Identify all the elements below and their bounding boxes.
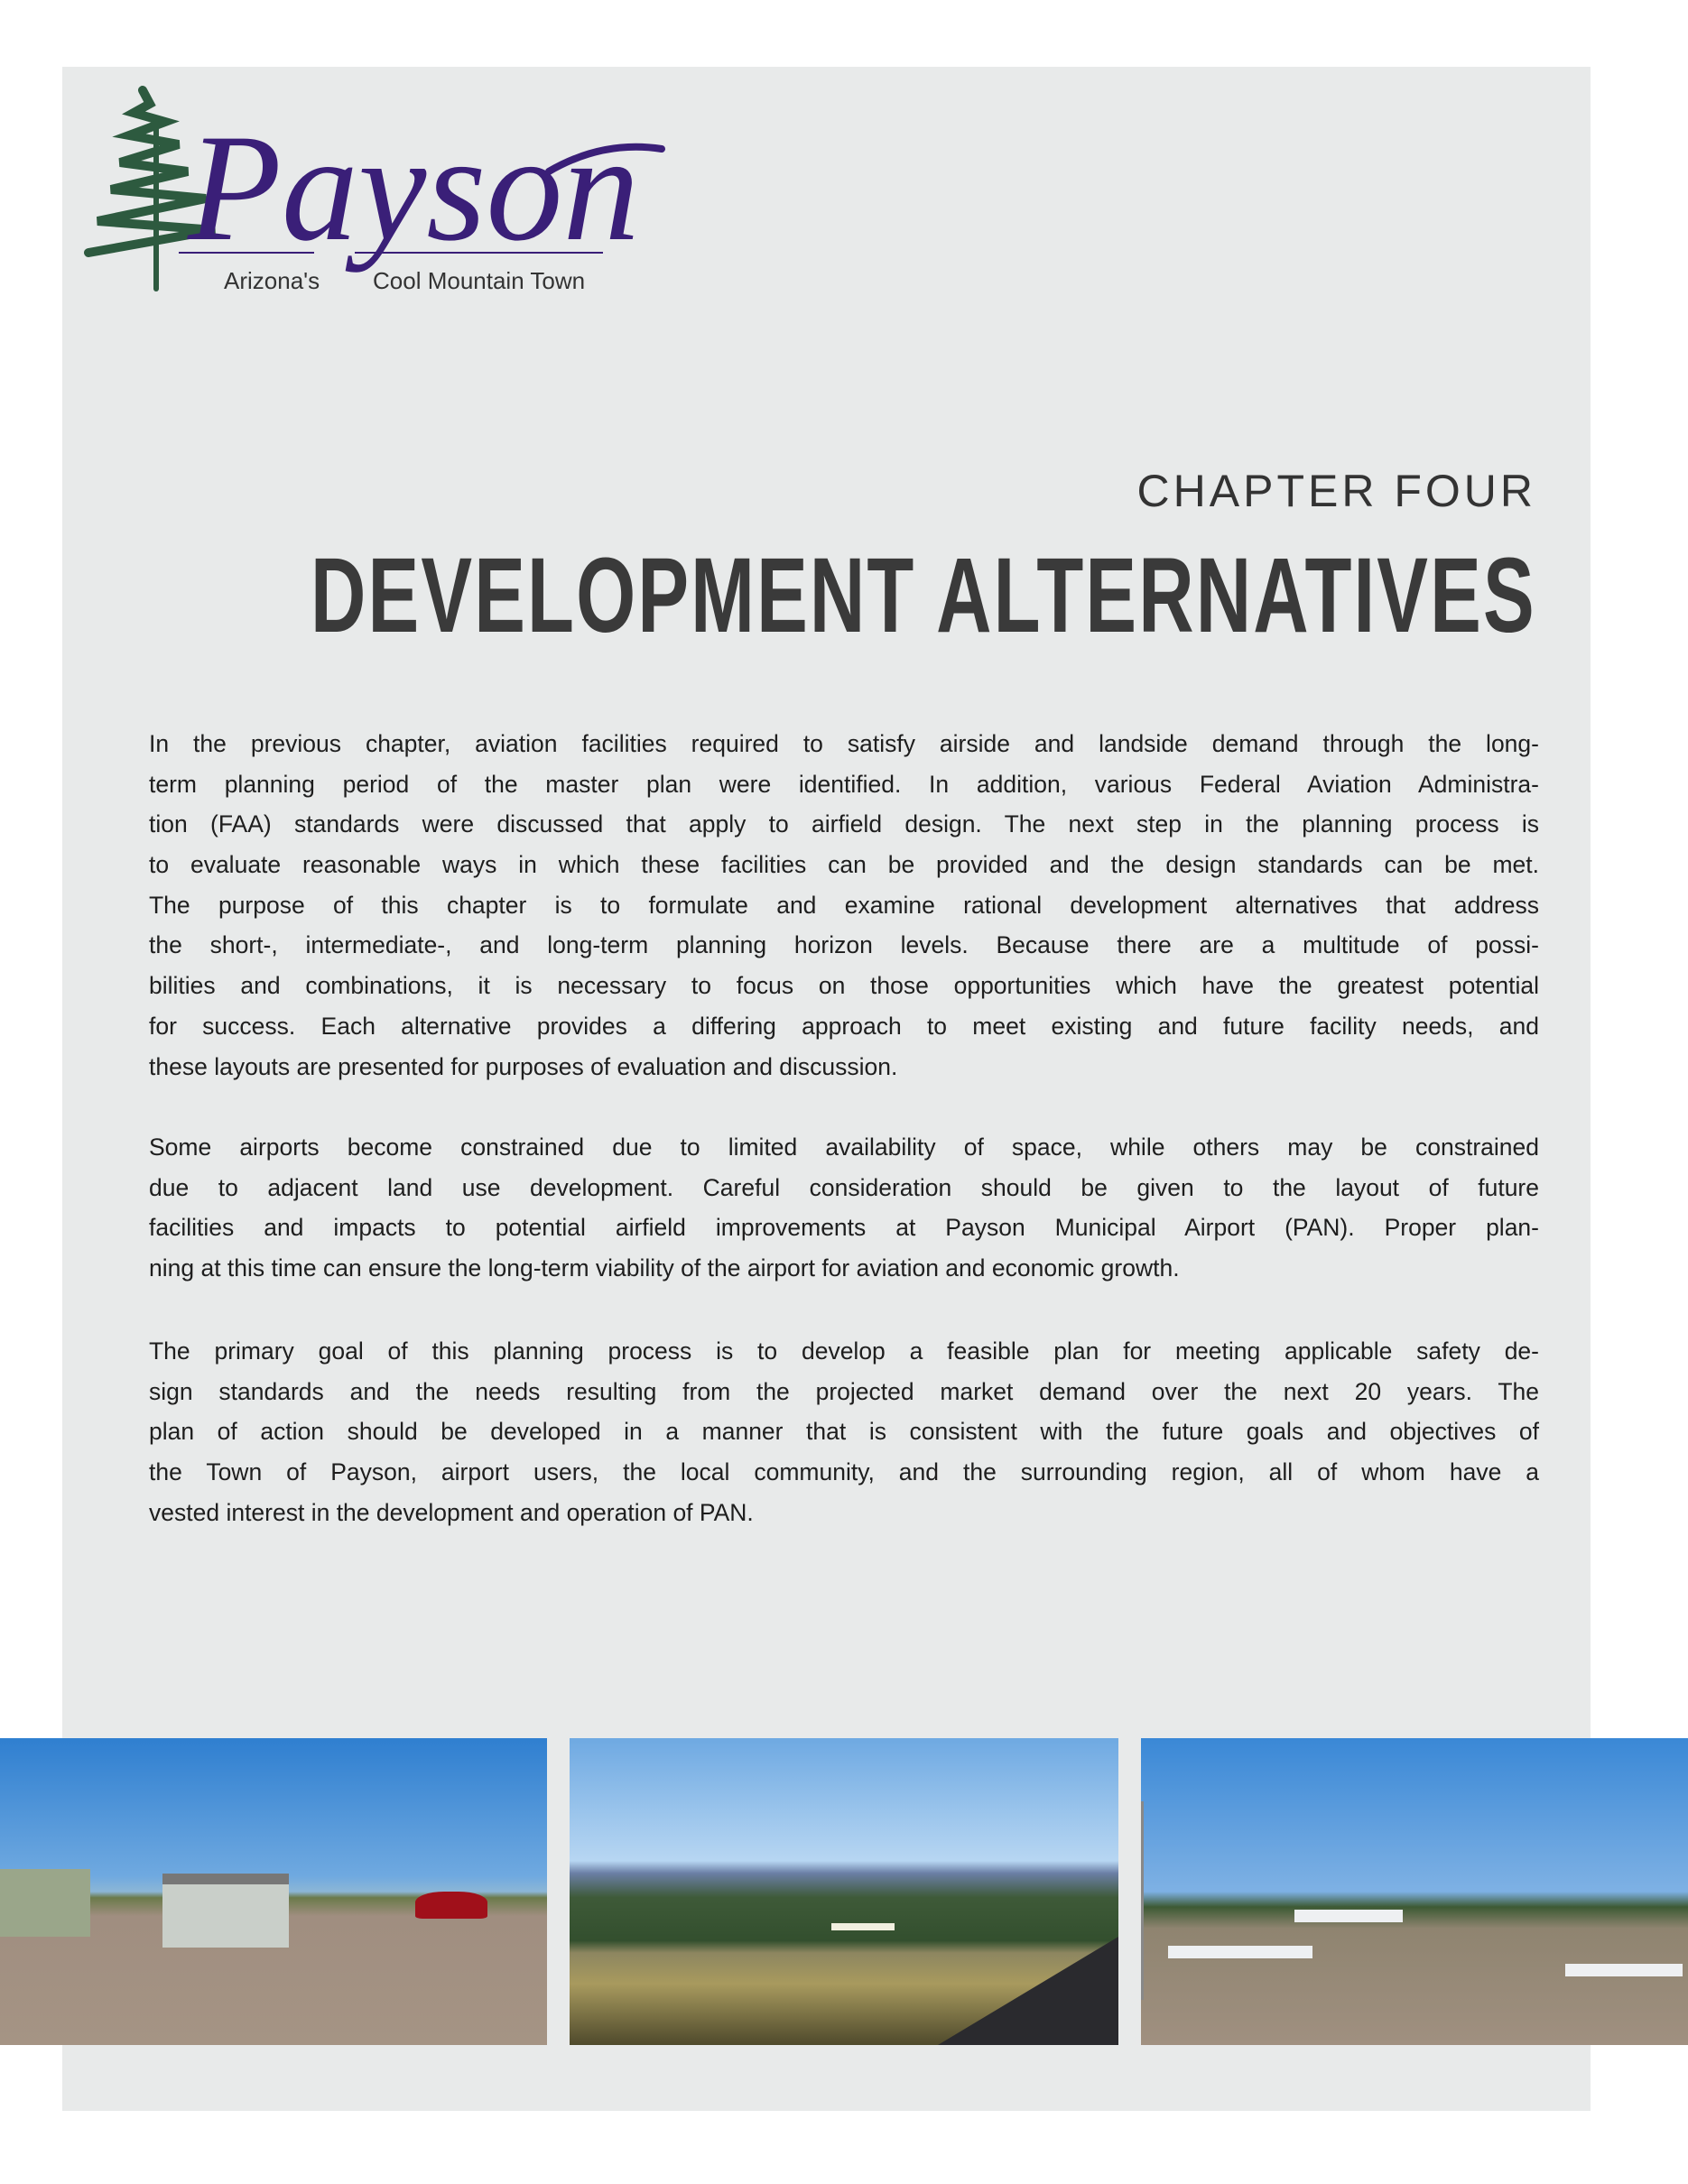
text-line: these layouts are presented for purposes of evaluation and discussion.: [149, 1052, 898, 1080]
text-line: bilities and combinations, it is necessary to focus on those opportunities which have the greatest potential: [149, 972, 1539, 1000]
text-line: The primary goal of this planning process is to develop a feasible plan for meeting applicable safety de-: [149, 1337, 1539, 1365]
text-line: the Town of Payson, airport users, the local community, and the surrounding region, all of whom have a: [149, 1458, 1539, 1486]
text-line: ning at this time can ensure the long-term viability of the airport for aviation and economic growth.: [149, 1254, 1180, 1282]
text-line: the short-, intermediate-, and long-term planning horizon levels. Because there are a multitude of possi-: [149, 931, 1539, 959]
text-line: sign standards and the needs resulting from the projected market demand over the next 20 years. The: [149, 1377, 1539, 1405]
logo-tagline-left: Arizona's: [224, 267, 320, 294]
text-line: In the previous chapter, aviation facilities required to satisfy airside and landside demand through the long-: [149, 730, 1539, 757]
paragraph-3: [149, 1331, 1539, 1532]
photo-airport-terminal: [0, 1738, 547, 2045]
paragraph-1: [149, 724, 1539, 1087]
text-line: plan of action should be developed in a manner that is consistent with the future goals and objectives of: [149, 1418, 1539, 1446]
logo-tagline-right: Cool Mountain Town: [373, 267, 586, 294]
text-line: tion (FAA) standards were discussed that apply to airfield design. The next step in the planning process is: [149, 810, 1539, 838]
text-line: to evaluate reasonable ways in which these facilities can be provided and the design standards can be met.: [149, 851, 1539, 879]
text-line: due to adjacent land use development. Careful consideration should be given to the layout of future: [149, 1173, 1539, 1201]
text-line: Some airports become constrained due to limited availability of space, while others may be constrained: [149, 1134, 1539, 1161]
text-line: vested interest in the development and operation of PAN.: [149, 1498, 754, 1526]
text-line: term planning period of the master plan were identified. In addition, various Federal Aviation Administra-: [149, 770, 1539, 798]
photo-aircraft-apron: [1141, 1738, 1688, 2045]
chapter-title: DEVELOPMENT ALTERNATIVES: [311, 536, 1536, 655]
text-line: The purpose of this chapter is to formulate and examine rational development alternatives that address: [149, 891, 1539, 919]
svg-text:Payson: Payson: [188, 103, 640, 273]
text-line: facilities and impacts to potential airfield improvements at Payson Municipal Airport (PAN). Proper plan-: [149, 1214, 1539, 1242]
photo-runway-takeoff: [570, 1738, 1118, 2045]
text-line: for success. Each alternative provides a differing approach to meet existing and future facility needs, and: [149, 1012, 1539, 1040]
chapter-label: CHAPTER FOUR: [1136, 466, 1536, 516]
payson-logo: [79, 86, 675, 311]
paragraph-2: [149, 1127, 1539, 1289]
